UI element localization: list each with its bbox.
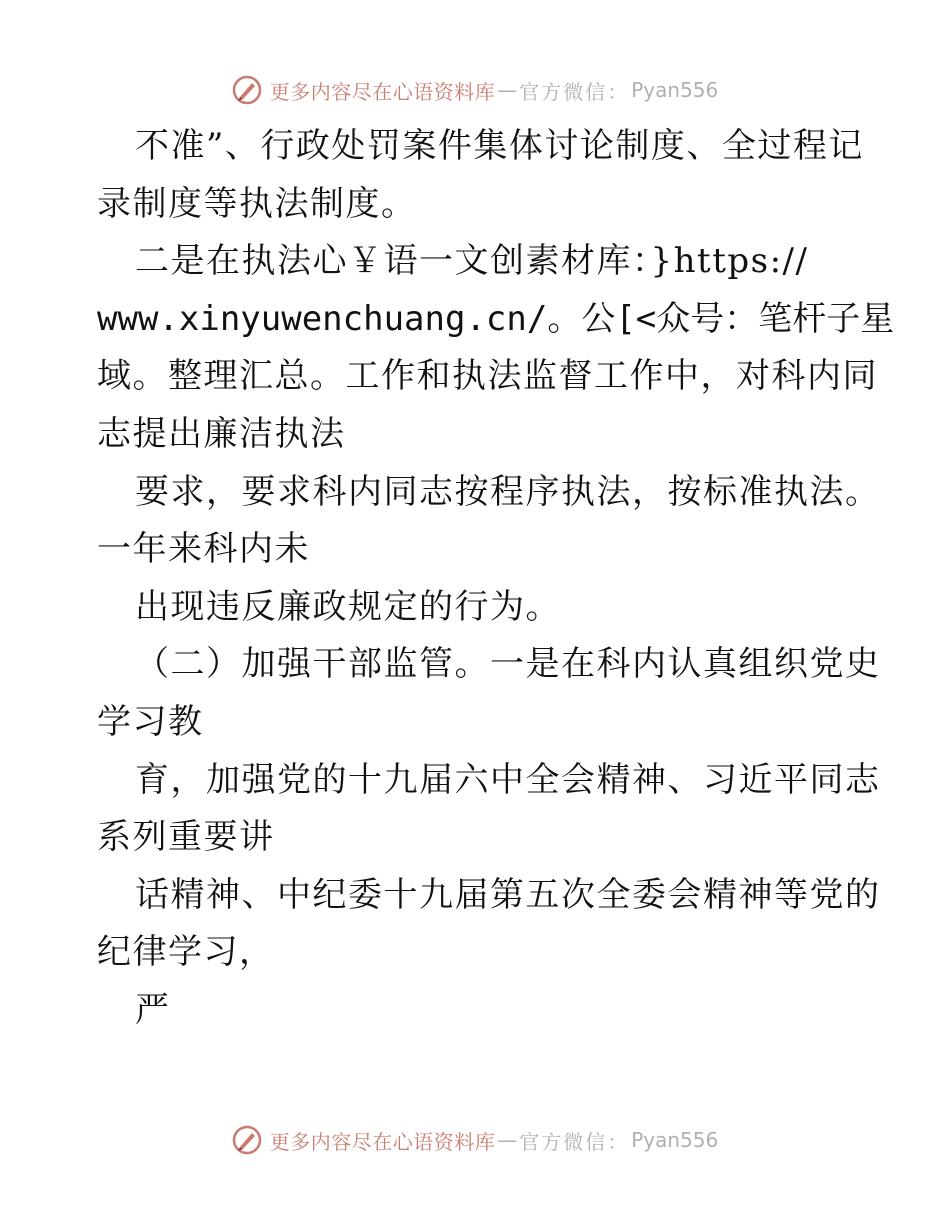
text-line-16: 严: [135, 989, 171, 1030]
header-watermark: [0, 70, 950, 110]
text-line-10: （二）加强干部监管。一是在科内认真组织党史: [135, 644, 881, 685]
watermark-wechat-id: Pyan556: [631, 1128, 719, 1152]
watermark-separator: —: [497, 1128, 518, 1152]
text-line-15: 纪律学习，: [97, 932, 275, 973]
watermark-label: 官方微信：: [519, 1129, 630, 1154]
watermark-label: 官方微信：: [519, 79, 630, 104]
footer-watermark: [0, 1120, 950, 1160]
text-line-4: www.xinyuwenchuang.cn/。公[<众号：笔杆子星: [97, 298, 895, 339]
text-line-9: 出现违反廉政规定的行为。: [135, 586, 561, 627]
text-line-12: 育，加强党的十九届六中全会精神、习近平同志: [135, 759, 881, 800]
text-line-1: 不准”、行政处罚案件集体讨论制度、全过程记: [135, 126, 864, 166]
text-line-6: 志提出廉洁执法: [97, 413, 346, 454]
watermark-text: 更多内容尽在心语资料库: [269, 1129, 496, 1154]
text-line-8: 一年来科内未: [97, 529, 310, 570]
text-line-2: 录制度等执法制度。: [97, 183, 417, 224]
text-line-13: 系列重要讲: [97, 817, 275, 858]
text-line-14: 话精神、中纪委十九届第五次全委会精神等党的: [135, 874, 881, 915]
quill-pen-logo-icon: [232, 1125, 262, 1155]
watermark-text: 更多内容尽在心语资料库: [269, 79, 496, 104]
watermark-wechat-id: Pyan556: [631, 78, 719, 102]
text-line-3: 二是在执法心￥语一文创素材库：}https://: [135, 241, 809, 282]
text-line-5: 域。整理汇总。工作和执法监督工作中，对科内同: [97, 356, 878, 397]
quill-pen-logo-icon: [232, 75, 262, 105]
document-body: [97, 118, 895, 1040]
text-line-7: 要求，要求科内同志按程序执法，按标准执法。: [135, 471, 881, 512]
watermark-separator: —: [497, 78, 518, 102]
text-line-11: 学习教: [97, 701, 204, 742]
